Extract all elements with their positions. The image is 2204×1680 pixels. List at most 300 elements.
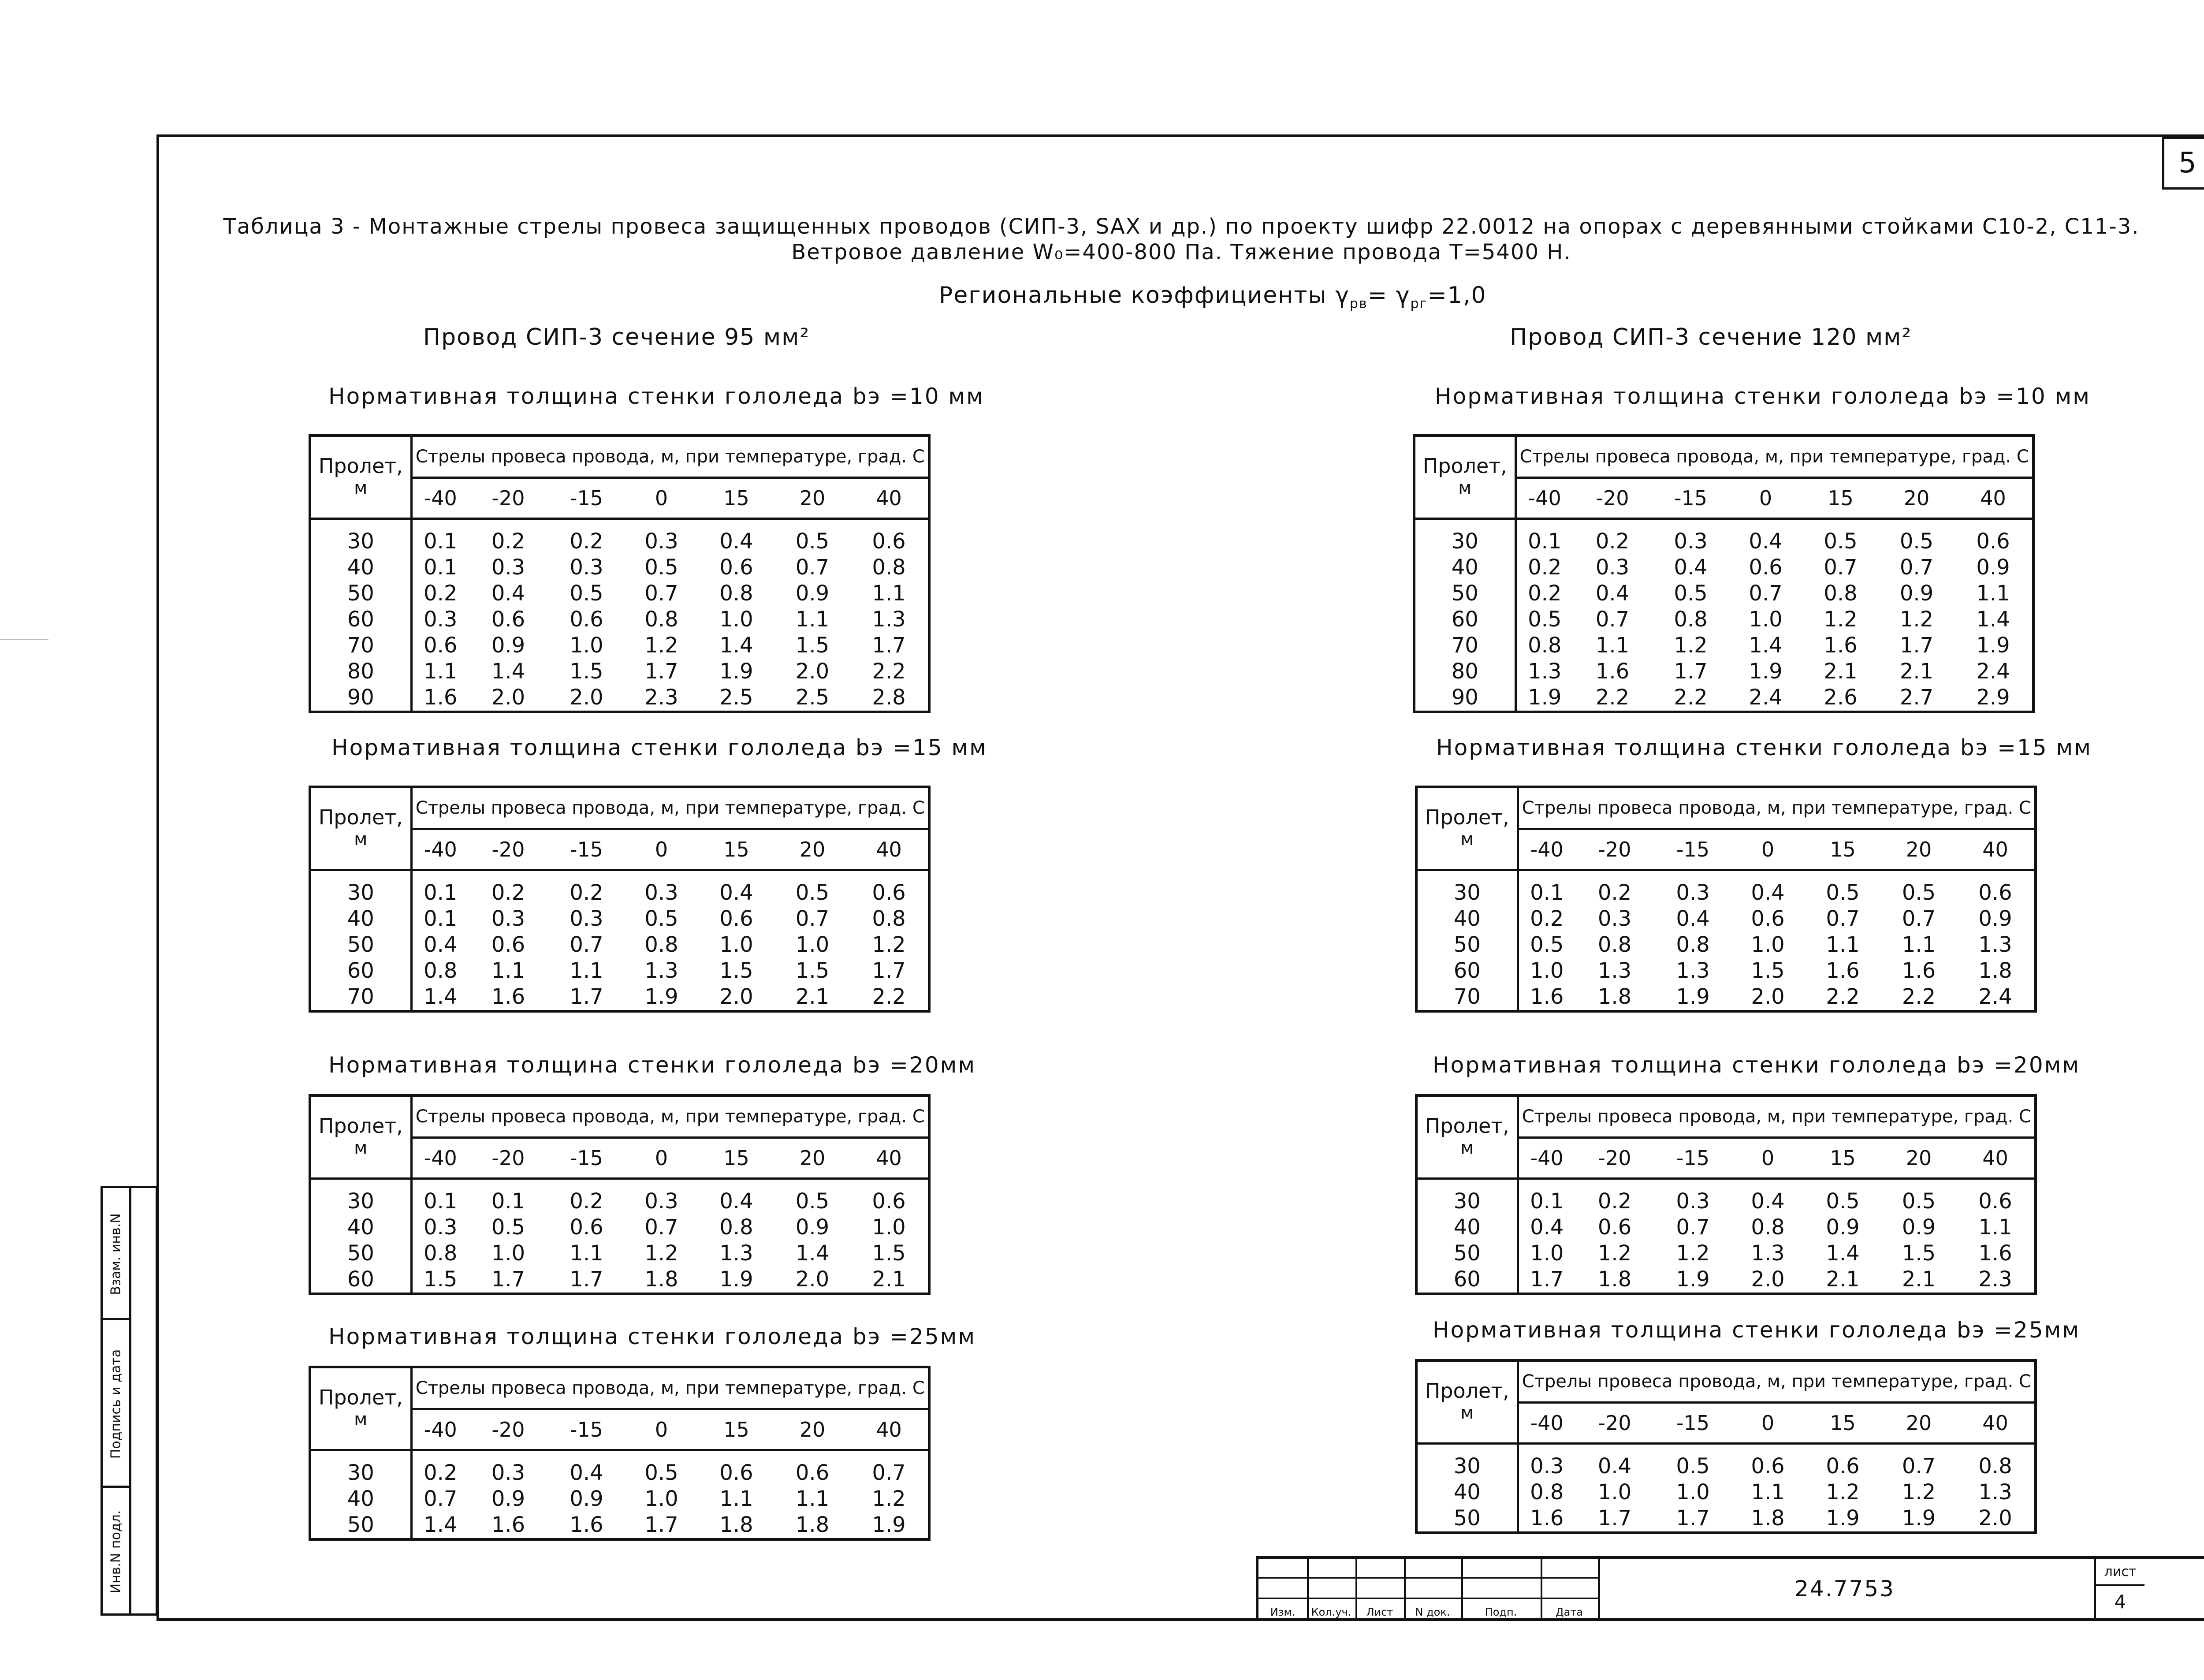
temperature-header: 15 — [1802, 478, 1879, 519]
sag-value: 0.8 — [1676, 932, 1710, 957]
span-value: 70 — [310, 633, 411, 659]
sag-value: 0.5 — [491, 1214, 525, 1240]
sag-value: 0.6 — [424, 633, 458, 658]
sag-value: 2.1 — [1899, 659, 1934, 684]
sag-value: 0.3 — [491, 555, 525, 580]
table-row — [310, 1486, 929, 1512]
span-value: 40 — [310, 906, 411, 932]
sag-value: 1.0 — [1530, 958, 1564, 983]
sag-value: 0.4 — [491, 581, 525, 606]
sag-value: 0.8 — [644, 932, 678, 957]
sag-value: 0.6 — [1749, 555, 1783, 580]
sag-value: 0.2 — [1595, 529, 1630, 554]
sag-value: 1.0 — [1530, 1240, 1564, 1266]
sag-value: 1.8 — [1978, 958, 2012, 983]
sag-value: 1.7 — [1597, 1505, 1632, 1531]
side-label-inv-orig: Инв.N подл. — [108, 1510, 124, 1594]
span-header: Пролет, — [310, 1095, 411, 1138]
sag-value: 0.6 — [719, 1460, 753, 1485]
sag-value: 1.9 — [1676, 984, 1710, 1009]
sag-value: 0.9 — [570, 1486, 603, 1511]
span-unit: м — [310, 478, 411, 519]
span-value: 30 — [1416, 1443, 1518, 1479]
sag-value: 1.9 — [872, 1512, 906, 1537]
span-value: 90 — [310, 685, 411, 712]
table-row — [310, 659, 929, 685]
sag-value: 0.6 — [872, 880, 906, 905]
ice-thickness-label: Нормативная толщина стенки гололеда bэ =15 мм — [1436, 735, 2092, 760]
sag-value: 1.3 — [872, 607, 906, 632]
sag-value: 0.7 — [644, 581, 678, 606]
sag-value: 0.6 — [719, 555, 753, 580]
temperature-header: -15 — [548, 478, 625, 519]
span-value: 70 — [1416, 984, 1518, 1011]
span-value: 50 — [1416, 1505, 1518, 1533]
side-cell-inv-ref — [103, 1188, 129, 1320]
sag-value: 0.5 — [1530, 932, 1564, 957]
sag-value: 1.9 — [719, 659, 753, 684]
sag-value: 0.4 — [570, 1460, 603, 1485]
temperature-header: -20 — [1575, 1138, 1654, 1179]
sag-value: 1.3 — [719, 1240, 753, 1266]
temperature-header: 0 — [625, 478, 698, 519]
sag-value: 0.8 — [1751, 1214, 1785, 1240]
sag-value: 0.9 — [1899, 581, 1934, 606]
sag-value: 0.8 — [424, 958, 458, 983]
span-value: 80 — [1414, 659, 1515, 685]
table-row — [1416, 1505, 2036, 1533]
span-value: 50 — [1414, 581, 1515, 607]
temperature-header: -20 — [469, 1409, 548, 1450]
sag-value: 0.1 — [1528, 529, 1562, 554]
span-value: 80 — [310, 659, 411, 685]
sag-value: 0.9 — [491, 633, 525, 658]
sag-value: 1.9 — [1826, 1505, 1860, 1531]
sag-value: 0.3 — [424, 607, 458, 632]
sag-value: 0.1 — [424, 1188, 458, 1214]
sag-value: 1.3 — [644, 958, 678, 983]
sag-value: 1.1 — [1826, 932, 1860, 957]
sag-value: 0.6 — [872, 529, 906, 554]
sag-value: 0.1 — [1530, 1188, 1564, 1214]
sag-value: 0.5 — [1674, 581, 1708, 606]
table-row — [1414, 685, 2033, 712]
sag-value: 0.1 — [1530, 880, 1564, 905]
span-value: 30 — [1416, 1178, 1518, 1214]
sag-value: 0.5 — [1899, 529, 1934, 554]
span-value: 40 — [1416, 906, 1518, 932]
sag-value: 0.5 — [1676, 1453, 1710, 1479]
revision-grid — [1256, 1559, 1600, 1618]
sheet-cell — [2094, 1559, 2144, 1618]
sag-value: 2.2 — [1674, 685, 1708, 710]
sag-value: 1.2 — [1826, 1479, 1860, 1505]
sag-value: 0.3 — [644, 880, 678, 905]
sag-value: 0.6 — [570, 1214, 603, 1240]
sag-value: 1.5 — [795, 958, 830, 983]
sag-header: Стрелы провеса провода, м, при температуре, град. С — [411, 1367, 929, 1409]
sag-value: 1.0 — [795, 932, 830, 957]
span-value: 50 — [310, 1512, 411, 1539]
sag-value: 2.5 — [795, 685, 830, 710]
sag-value: 1.0 — [1751, 932, 1785, 957]
table-row — [310, 633, 929, 659]
sag-value: 0.7 — [872, 1460, 906, 1485]
sag-value: 1.7 — [872, 633, 906, 658]
sag-value: 0.4 — [1597, 1453, 1632, 1479]
sag-value: 2.4 — [1976, 659, 2010, 684]
sag-value: 0.2 — [570, 1188, 603, 1214]
sag-value: 1.6 — [1530, 984, 1564, 1009]
sag-table — [1415, 1359, 2037, 1534]
span-unit: м — [310, 1138, 411, 1179]
sag-value: 2.0 — [1751, 1267, 1785, 1292]
span-value: 60 — [1414, 607, 1515, 633]
temperature-header: 20 — [1881, 829, 1956, 870]
sag-value: 1.3 — [1676, 958, 1710, 983]
sag-value: 1.1 — [1976, 581, 2010, 606]
table-row — [1416, 1443, 2036, 1479]
side-stamp — [101, 1186, 158, 1616]
table-row — [310, 685, 929, 712]
sag-value: 0.8 — [1530, 1479, 1564, 1505]
sag-table — [309, 434, 931, 713]
sag-value: 0.6 — [1978, 880, 2012, 905]
sag-value: 1.9 — [1749, 659, 1783, 684]
sag-value: 0.6 — [1751, 1453, 1785, 1479]
grid-line — [1258, 1598, 1598, 1599]
table-row — [310, 984, 929, 1011]
sag-value: 1.8 — [719, 1512, 753, 1537]
sag-value: 0.4 — [1674, 555, 1708, 580]
temperature-header: -20 — [469, 1138, 548, 1179]
sag-value: 1.6 — [424, 685, 458, 710]
ice-thickness-label: Нормативная толщина стенки гололеда bэ =20мм — [328, 1052, 976, 1078]
table-row — [310, 1267, 929, 1294]
sag-value: 1.0 — [872, 1214, 906, 1240]
caption-list: Лист — [1366, 1606, 1393, 1618]
sag-value: 0.3 — [1595, 555, 1630, 580]
sag-value: 2.6 — [1824, 685, 1858, 710]
table-row — [310, 958, 929, 984]
temperature-header: 0 — [1729, 478, 1802, 519]
sag-table — [309, 786, 931, 1013]
table-row — [1414, 633, 2033, 659]
temperature-header: -15 — [548, 1409, 625, 1450]
sag-value: 1.6 — [491, 984, 525, 1009]
sag-value: 1.3 — [1751, 1240, 1785, 1266]
span-unit: м — [1416, 1138, 1518, 1179]
sag-value: 0.9 — [1976, 555, 2010, 580]
sag-value: 1.1 — [1978, 1214, 2012, 1240]
sag-value: 1.7 — [570, 984, 603, 1009]
sag-value: 0.2 — [1528, 581, 1562, 606]
sag-value: 2.8 — [872, 685, 906, 710]
sag-value: 1.8 — [1597, 984, 1632, 1009]
ice-thickness-label: Нормативная толщина стенки гололеда bэ =25мм — [328, 1324, 976, 1349]
span-value: 60 — [310, 1267, 411, 1294]
temperature-header: 40 — [1956, 1138, 2036, 1179]
span-value: 50 — [1416, 1240, 1518, 1267]
span-value: 30 — [310, 870, 411, 906]
sag-value: 0.3 — [1674, 529, 1708, 554]
sag-value: 2.1 — [795, 984, 830, 1009]
sag-value: 2.0 — [795, 1267, 830, 1292]
sag-value: 1.1 — [570, 958, 603, 983]
sag-value: 1.6 — [1978, 1240, 2012, 1266]
sag-value: 0.1 — [424, 906, 458, 931]
table-row — [1414, 581, 2033, 607]
temperature-header: -20 — [469, 829, 548, 870]
sag-value: 1.7 — [1674, 659, 1708, 684]
sag-value: 1.6 — [1530, 1505, 1564, 1531]
sag-value: 1.0 — [644, 1486, 678, 1511]
sag-value: 1.1 — [491, 958, 525, 983]
ice-thickness-label: Нормативная толщина стенки гололеда bэ =20мм — [1433, 1052, 2081, 1078]
page-number: 5 — [2162, 137, 2204, 190]
span-header: Пролет, — [1416, 787, 1518, 829]
sag-value: 2.3 — [644, 685, 678, 710]
sag-value: 0.5 — [644, 555, 678, 580]
temperature-header: -15 — [1654, 1403, 1731, 1444]
sag-table — [1415, 1094, 2037, 1295]
sag-value: 1.3 — [1597, 958, 1632, 983]
span-value: 50 — [1416, 932, 1518, 958]
sag-value: 1.4 — [1976, 607, 2010, 632]
sag-value: 1.6 — [570, 1512, 603, 1537]
sag-value: 0.4 — [1530, 1214, 1564, 1240]
sag-value: 0.7 — [1899, 555, 1934, 580]
sag-value: 1.1 — [1595, 633, 1630, 658]
table-caption: Таблица 3 - Монтажные стрелы провеса защищенных проводов (СИП-3, SAX и др.) по проекту шифр 22.0012 на опорах с деревянными стойками С10-2, С11-3. — [223, 214, 2140, 239]
sag-table — [309, 1366, 931, 1541]
sag-value: 0.3 — [1676, 1188, 1710, 1214]
table-row — [1416, 932, 2036, 958]
temperature-header: 20 — [1881, 1138, 1956, 1179]
sag-value: 0.9 — [795, 1214, 830, 1240]
sag-value: 1.1 — [570, 1240, 603, 1266]
sag-value: 0.1 — [424, 529, 458, 554]
table-row — [310, 1512, 929, 1539]
span-unit: м — [310, 1409, 411, 1450]
sag-value: 1.4 — [491, 659, 525, 684]
sag-value: 1.5 — [1751, 958, 1785, 983]
temperature-header: -40 — [1518, 1138, 1575, 1179]
sag-value: 0.8 — [1674, 607, 1708, 632]
sag-value: 1.8 — [1751, 1505, 1785, 1531]
sag-value: 0.7 — [1749, 581, 1783, 606]
table-row — [1416, 1178, 2036, 1214]
span-value: 30 — [310, 1450, 411, 1486]
document-code: 24.7753 — [1794, 1576, 1895, 1602]
sag-value: 2.0 — [570, 685, 603, 710]
sag-value: 2.2 — [872, 984, 906, 1009]
sag-value: 1.1 — [719, 1486, 753, 1511]
sag-value: 1.5 — [570, 659, 603, 684]
sag-value: 0.2 — [1597, 880, 1632, 905]
sag-value: 2.4 — [1978, 984, 2012, 1009]
span-header: Пролет, — [310, 787, 411, 829]
sag-value: 1.5 — [719, 958, 753, 983]
sag-value: 1.7 — [1676, 1505, 1710, 1531]
sag-value: 0.6 — [1597, 1214, 1632, 1240]
caption-podp: Подп. — [1485, 1606, 1517, 1618]
temperature-header: 15 — [698, 1409, 775, 1450]
temperature-header: 20 — [775, 478, 850, 519]
sag-value: 1.6 — [1595, 659, 1630, 684]
sag-value: 0.4 — [719, 880, 753, 905]
sag-value: 0.7 — [1595, 607, 1630, 632]
sag-value: 1.0 — [1676, 1479, 1710, 1505]
table-row — [1416, 984, 2036, 1011]
sag-value: 1.1 — [1902, 932, 1936, 957]
sag-value: 0.4 — [1749, 529, 1783, 554]
sag-value: 2.2 — [872, 659, 906, 684]
span-value: 40 — [310, 555, 411, 581]
sheet-number: 4 — [2114, 1591, 2126, 1613]
sag-value: 0.9 — [491, 1486, 525, 1511]
sag-value: 0.5 — [1824, 529, 1858, 554]
sag-value: 0.1 — [424, 880, 458, 905]
title-block — [1256, 1556, 2204, 1618]
sag-value: 1.4 — [424, 984, 458, 1009]
temperature-header: 20 — [1881, 1403, 1956, 1444]
sag-value: 0.8 — [1597, 932, 1632, 957]
sag-value: 2.4 — [1749, 685, 1783, 710]
sag-value: 1.9 — [1902, 1505, 1936, 1531]
temperature-header: 15 — [1804, 1403, 1881, 1444]
sag-value: 1.6 — [1902, 958, 1936, 983]
span-value: 60 — [310, 958, 411, 984]
sag-value: 0.2 — [424, 1460, 458, 1485]
temperature-header: 0 — [625, 829, 698, 870]
span-value: 30 — [310, 518, 411, 555]
span-header: Пролет, — [310, 1367, 411, 1409]
temperature-header: 15 — [698, 829, 775, 870]
sag-value: 0.9 — [1826, 1214, 1860, 1240]
sag-header: Стрелы провеса провода, м, при температуре, град. С — [411, 1095, 929, 1138]
grid-line — [1258, 1577, 1598, 1579]
sag-value: 1.2 — [1597, 1240, 1632, 1266]
span-value: 30 — [1416, 870, 1518, 906]
temperature-header: -20 — [1575, 829, 1654, 870]
span-value: 50 — [310, 932, 411, 958]
sag-value: 1.0 — [491, 1240, 525, 1266]
sag-value: 1.0 — [719, 932, 753, 957]
sag-header: Стрелы провеса провода, м, при температуре, град. С — [1518, 1360, 2036, 1403]
sag-value: 0.7 — [644, 1214, 678, 1240]
sag-value: 1.0 — [1749, 607, 1783, 632]
table-row — [310, 607, 929, 633]
sag-value: 0.7 — [1826, 906, 1860, 931]
sag-value: 0.2 — [1530, 906, 1564, 931]
table-row — [310, 1214, 929, 1240]
sag-value: 0.7 — [1676, 1214, 1710, 1240]
sag-value: 1.3 — [1978, 932, 2012, 957]
sag-value: 0.7 — [424, 1486, 458, 1511]
sag-value: 1.1 — [795, 1486, 830, 1511]
temperature-header: 40 — [1956, 1403, 2036, 1444]
temperature-header: 40 — [850, 478, 929, 519]
sag-value: 2.1 — [1824, 659, 1858, 684]
table-row — [1416, 1214, 2036, 1240]
sag-value: 1.3 — [1978, 1479, 2012, 1505]
sag-value: 0.4 — [719, 1188, 753, 1214]
span-value: 60 — [1416, 958, 1518, 984]
right-heading: Провод СИП-3 сечение 120 мм² — [1510, 324, 1912, 350]
table-row — [310, 906, 929, 932]
temperature-header: -40 — [411, 1409, 469, 1450]
sag-value: 1.7 — [644, 659, 678, 684]
sag-value: 0.3 — [570, 555, 603, 580]
sag-value: 0.5 — [795, 529, 830, 554]
sag-value: 0.6 — [1826, 1453, 1860, 1479]
table-row — [310, 870, 929, 906]
sag-value: 0.7 — [1902, 906, 1936, 931]
sag-value: 0.8 — [1528, 633, 1562, 658]
span-header: Пролет, — [310, 436, 411, 478]
sag-value: 0.1 — [491, 1188, 525, 1214]
sag-value: 1.1 — [424, 659, 458, 684]
temperature-header: 0 — [1731, 1403, 1804, 1444]
sag-value: 0.6 — [1978, 1188, 2012, 1214]
temperature-header: 0 — [1731, 1138, 1804, 1179]
temperature-header: 20 — [1879, 478, 1954, 519]
sag-value: 0.8 — [1824, 581, 1858, 606]
ice-thickness-label: Нормативная толщина стенки гололеда bэ =10 мм — [328, 384, 984, 409]
table-row — [310, 932, 929, 958]
sag-value: 2.2 — [1826, 984, 1860, 1009]
sag-value: 0.4 — [1751, 1188, 1785, 1214]
sag-value: 0.3 — [644, 1188, 678, 1214]
temperature-header: -20 — [469, 478, 548, 519]
side-label-inv-ref: Взам. инв.N — [108, 1213, 124, 1295]
sag-value: 0.3 — [644, 529, 678, 554]
span-value: 40 — [1416, 1479, 1518, 1505]
table-row — [310, 1178, 929, 1214]
sag-value: 1.2 — [1902, 1479, 1936, 1505]
span-value: 30 — [310, 1178, 411, 1214]
sag-value: 2.0 — [491, 685, 525, 710]
table-row — [310, 1450, 929, 1486]
temperature-header: 40 — [850, 1409, 929, 1450]
sag-header: Стрелы провеса провода, м, при температуре, град. С — [1518, 1095, 2036, 1138]
sag-value: 0.6 — [1976, 529, 2010, 554]
sag-value: 1.4 — [1826, 1240, 1860, 1266]
sag-value: 0.3 — [1676, 880, 1710, 905]
ice-thickness-label: Нормативная толщина стенки гололеда bэ =10 мм — [1435, 384, 2091, 409]
sag-value: 1.7 — [491, 1267, 525, 1292]
table-row — [1416, 906, 2036, 932]
sag-value: 1.2 — [872, 1486, 906, 1511]
temperature-header: -15 — [548, 829, 625, 870]
sag-value: 0.5 — [570, 581, 603, 606]
sag-value: 0.4 — [424, 932, 458, 957]
sag-value: 1.0 — [1597, 1479, 1632, 1505]
sag-value: 0.5 — [1826, 1188, 1860, 1214]
sag-value: 1.5 — [795, 633, 830, 658]
sag-value: 0.2 — [1528, 555, 1562, 580]
table-row — [1414, 555, 2033, 581]
table-row — [310, 581, 929, 607]
sag-value: 1.6 — [491, 1512, 525, 1537]
span-header: Пролет, — [1414, 436, 1515, 478]
temperature-header: -40 — [411, 1138, 469, 1179]
sag-value: 1.2 — [872, 932, 906, 957]
span-value: 40 — [1416, 1214, 1518, 1240]
sag-value: 0.9 — [1902, 1214, 1936, 1240]
sag-value: 1.5 — [1902, 1240, 1936, 1266]
